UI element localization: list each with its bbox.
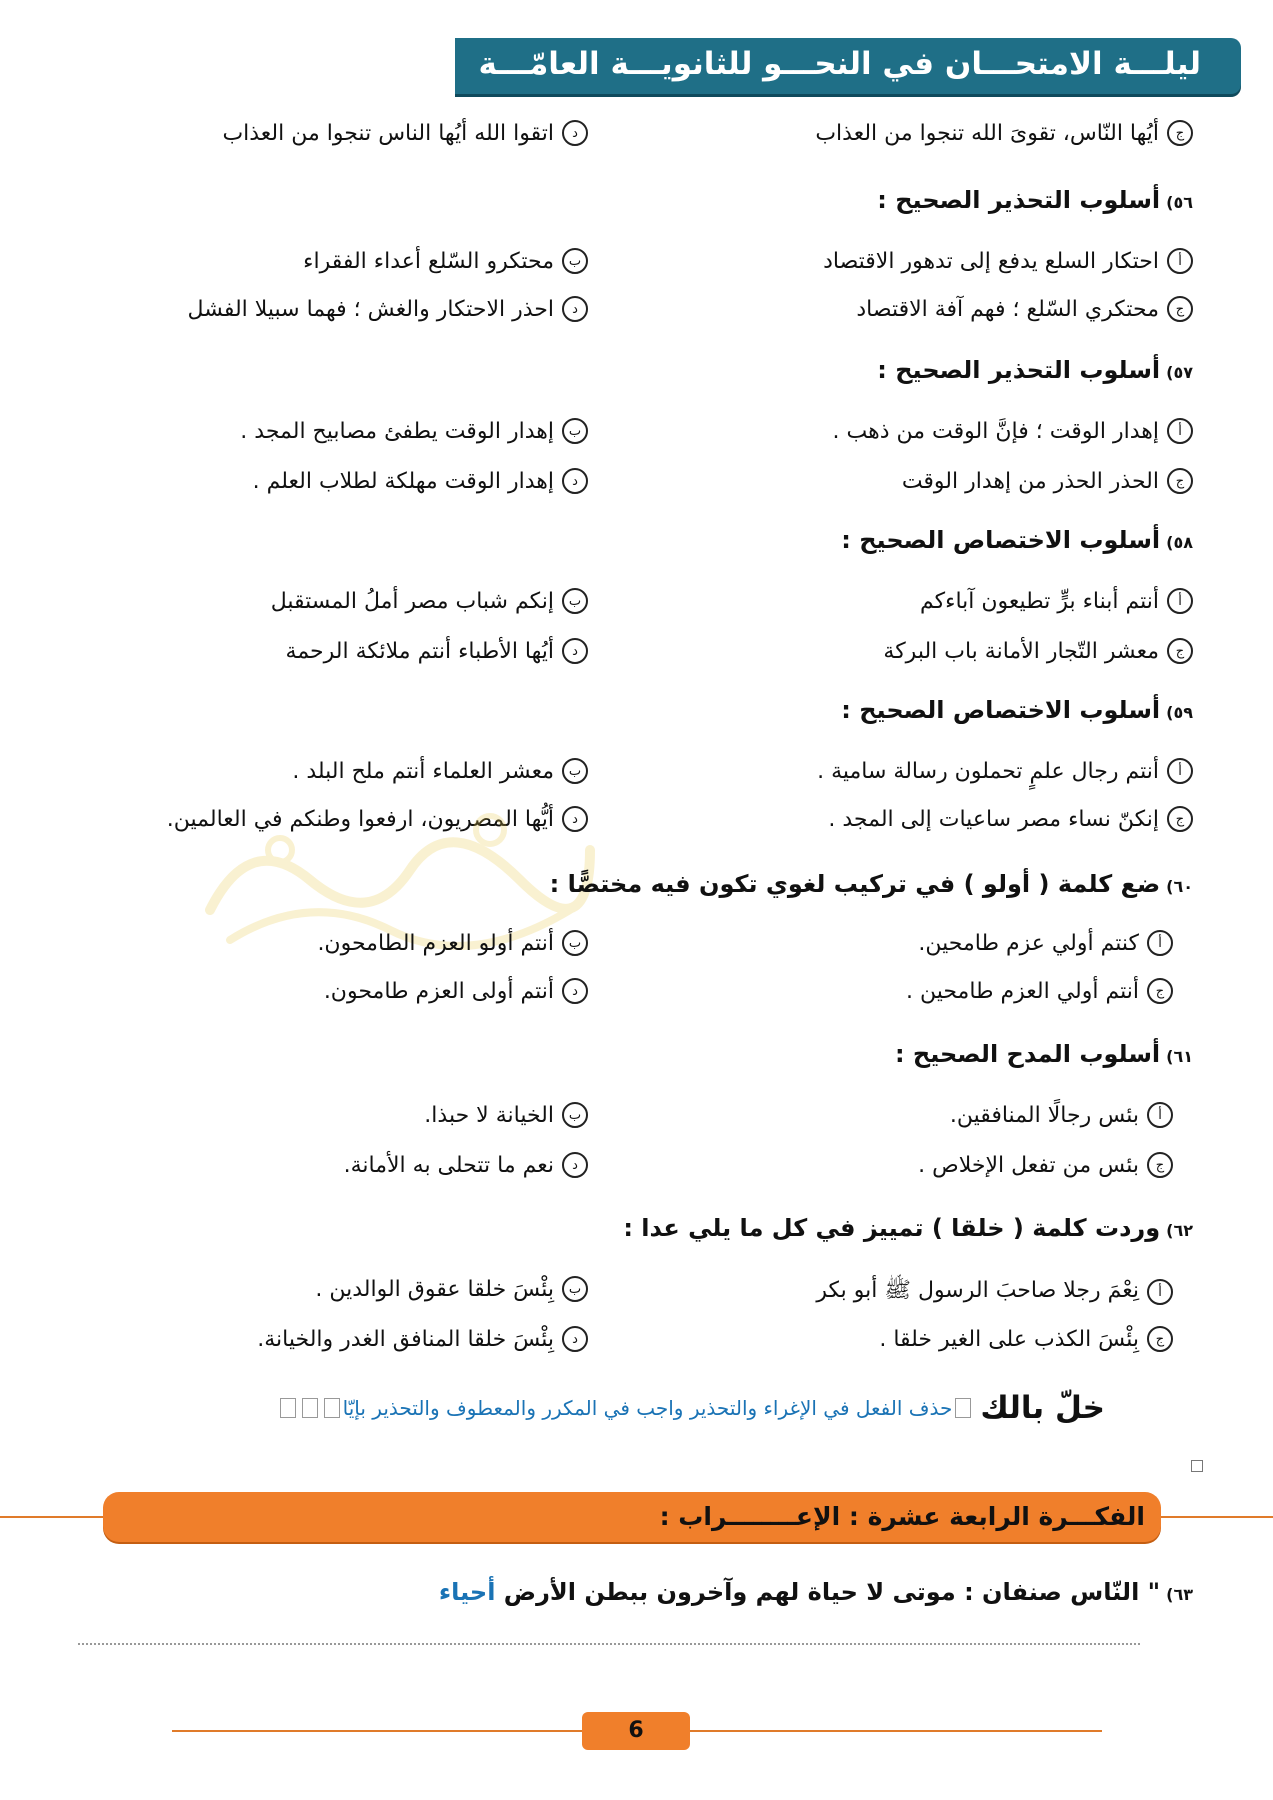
option-a: أ أنتم رجال علمٍ تحملون رسالة سامية . bbox=[817, 758, 1193, 784]
option-d: د نعم ما تتحلى به الأمانة. bbox=[344, 1152, 588, 1178]
option-marker: ج bbox=[1167, 120, 1193, 146]
option-b: ب إنكم شباب مصر أملُ المستقبل bbox=[271, 588, 588, 614]
page-number: 6 bbox=[582, 1712, 690, 1750]
section-banner bbox=[103, 1492, 1161, 1542]
option-marker: أ bbox=[1167, 758, 1193, 784]
option-marker: ج bbox=[1167, 638, 1193, 664]
option-marker: د bbox=[562, 120, 588, 146]
option-marker: ج bbox=[1147, 1152, 1173, 1178]
option-d: د أيُها الأطباء أنتم ملائكة الرحمة bbox=[286, 638, 588, 664]
tip-text: حذف الفعل في الإغراء والتحذير واجب في المكرر والمعطوف والتحذير بإيّا bbox=[342, 1396, 953, 1420]
options-row bbox=[78, 1326, 1193, 1366]
placeholder-box-icon bbox=[302, 1398, 318, 1418]
option-b: ب معشر العلماء أنتم ملح البلد . bbox=[292, 758, 588, 784]
option-j: ج أنتم أولي العزم طامحين . bbox=[906, 978, 1173, 1004]
question-59: ٥٩)أسلوب الاختصاص الصحيح : bbox=[841, 696, 1193, 724]
option-marker: أ bbox=[1147, 1102, 1173, 1128]
option-j: ج بئس من تفعل الإخلاص . bbox=[918, 1152, 1173, 1178]
option-j: ج معشر التّجار الأمانة باب البركة bbox=[883, 638, 1193, 664]
option-marker: د bbox=[562, 468, 588, 494]
option-marker: ب bbox=[562, 758, 588, 784]
option-marker: د bbox=[562, 296, 588, 322]
option-a: أ احتكار السلع يدفع إلى تدهور الاقتصاد bbox=[823, 248, 1193, 274]
option-d: د أيُّها المصريون، ارفعوا وطنكم في العالمين. bbox=[167, 806, 588, 832]
option-marker: أ bbox=[1167, 248, 1193, 274]
options-row bbox=[78, 418, 1193, 458]
question-56: ٥٦)أسلوب التحذير الصحيح : bbox=[877, 186, 1193, 214]
options-row bbox=[78, 1152, 1193, 1192]
section-title: الفكـــرة الرابعة عشرة : الإعــــــــراب : bbox=[659, 1502, 1145, 1531]
option-a: أ إهدار الوقت ؛ فإنَّ الوقت من ذهب . bbox=[833, 418, 1193, 444]
option-b: ب الخيانة لا حبذا. bbox=[424, 1102, 588, 1128]
option-j: ج بِئْسَ الكذب على الغير خلقا . bbox=[879, 1326, 1173, 1352]
option-marker: أ bbox=[1167, 588, 1193, 614]
question-57: ٥٧)أسلوب التحذير الصحيح : bbox=[877, 356, 1193, 384]
option-d: د إهدار الوقت مهلكة لطلاب العلم . bbox=[253, 468, 588, 494]
question-61: ٦١)أسلوب المدح الصحيح : bbox=[894, 1040, 1193, 1068]
option-d: د اتقوا الله أيُها الناس تنجوا من العذاب bbox=[222, 120, 588, 146]
options-row bbox=[78, 248, 1193, 288]
option-j: ج أيُها النّاس، تقوىَ الله تنجوا من العذاب bbox=[815, 120, 1193, 146]
option-j: ج محتكري السّلع ؛ فهم آفة الاقتصاد bbox=[856, 296, 1193, 322]
option-marker: ب bbox=[562, 418, 588, 444]
option-j: ج إنكنّ نساء مصر ساعيات إلى المجد . bbox=[828, 806, 1193, 832]
option-marker: ب bbox=[562, 930, 588, 956]
header-banner bbox=[455, 38, 1241, 94]
option-b: ب إهدار الوقت يطفئ مصابيح المجد . bbox=[240, 418, 588, 444]
option-marker: د bbox=[562, 1326, 588, 1352]
option-marker: ج bbox=[1147, 978, 1173, 1004]
options-row bbox=[78, 296, 1193, 336]
option-a: أ نِعْمَ رجلا صاحبَ الرسول ﷺ أبو بكر bbox=[816, 1276, 1173, 1308]
question-60: ٦٠)ضع كلمة ( أولو ) في تركيب لغوي تكون فيه مختصًّا : bbox=[549, 870, 1193, 898]
option-marker: ج bbox=[1167, 806, 1193, 832]
option-marker: أ bbox=[1147, 1279, 1173, 1305]
option-d: د أنتم أولى العزم طامحون. bbox=[324, 978, 588, 1004]
options-row bbox=[78, 120, 1193, 160]
question-58: ٥٨)أسلوب الاختصاص الصحيح : bbox=[841, 526, 1193, 554]
options-row bbox=[78, 978, 1193, 1018]
option-d: د بِئْسَ خلقا المنافق الغدر والخيانة. bbox=[257, 1326, 588, 1352]
options-row bbox=[78, 588, 1193, 628]
option-marker: ب bbox=[562, 1102, 588, 1128]
option-d: د احذر الاحتكار والغش ؛ فهما سبيلا الفشل bbox=[188, 296, 588, 322]
options-row bbox=[78, 1102, 1193, 1142]
tip-heading: خلّ بالك bbox=[980, 1390, 1105, 1426]
option-marker: د bbox=[562, 806, 588, 832]
option-b: ب بِئْسَ خلقا عقوق الوالدين . bbox=[315, 1276, 588, 1302]
option-b: ب محتكرو السّلع أعداء الفقراء bbox=[303, 248, 588, 274]
option-a: أ بئس رجالًا المنافقين. bbox=[950, 1102, 1173, 1128]
placeholder-box-icon bbox=[280, 1398, 296, 1418]
option-marker: ج bbox=[1167, 468, 1193, 494]
placeholder-box-icon bbox=[955, 1398, 971, 1418]
option-marker: ب bbox=[562, 248, 588, 274]
question-62: ٦٢)وردت كلمة ( خلقا ) تمييز في كل ما يلي عدا : bbox=[623, 1214, 1193, 1242]
options-row bbox=[78, 638, 1193, 678]
placeholder-box-icon bbox=[324, 1398, 340, 1418]
option-marker: ب bbox=[562, 588, 588, 614]
options-row bbox=[78, 1276, 1193, 1316]
option-marker: أ bbox=[1147, 930, 1173, 956]
option-marker: ب bbox=[562, 1276, 588, 1302]
highlighted-word: أحياء bbox=[438, 1578, 496, 1606]
option-marker: د bbox=[562, 638, 588, 664]
tip-note bbox=[277, 1390, 1105, 1426]
option-marker: ج bbox=[1147, 1326, 1173, 1352]
options-row bbox=[78, 468, 1193, 508]
option-a: أ كنتم أولي عزم طامحين. bbox=[918, 930, 1173, 956]
option-b: ب أنتم أولو العزم الطامحون. bbox=[317, 930, 588, 956]
answer-line bbox=[78, 1643, 1140, 1645]
options-row bbox=[78, 930, 1193, 970]
header-title: ليلـــة الامتحـــان في النحـــو للثانويـــة العامّـــة bbox=[478, 46, 1201, 82]
option-j: ج الحذر الحذر من إهدار الوقت bbox=[902, 468, 1193, 494]
option-marker: د bbox=[562, 978, 588, 1004]
option-marker: ج bbox=[1167, 296, 1193, 322]
option-marker: د bbox=[562, 1152, 588, 1178]
option-a: أ أنتم أبناء برٍّ تطيعون آباءكم bbox=[920, 588, 1193, 614]
option-marker: أ bbox=[1167, 418, 1193, 444]
small-square-icon bbox=[1191, 1460, 1203, 1472]
question-63: ٦٣)" النّاس صنفان : موتى لا حياة لهم وآخرون ببطن الأرض أحياء bbox=[438, 1578, 1193, 1606]
